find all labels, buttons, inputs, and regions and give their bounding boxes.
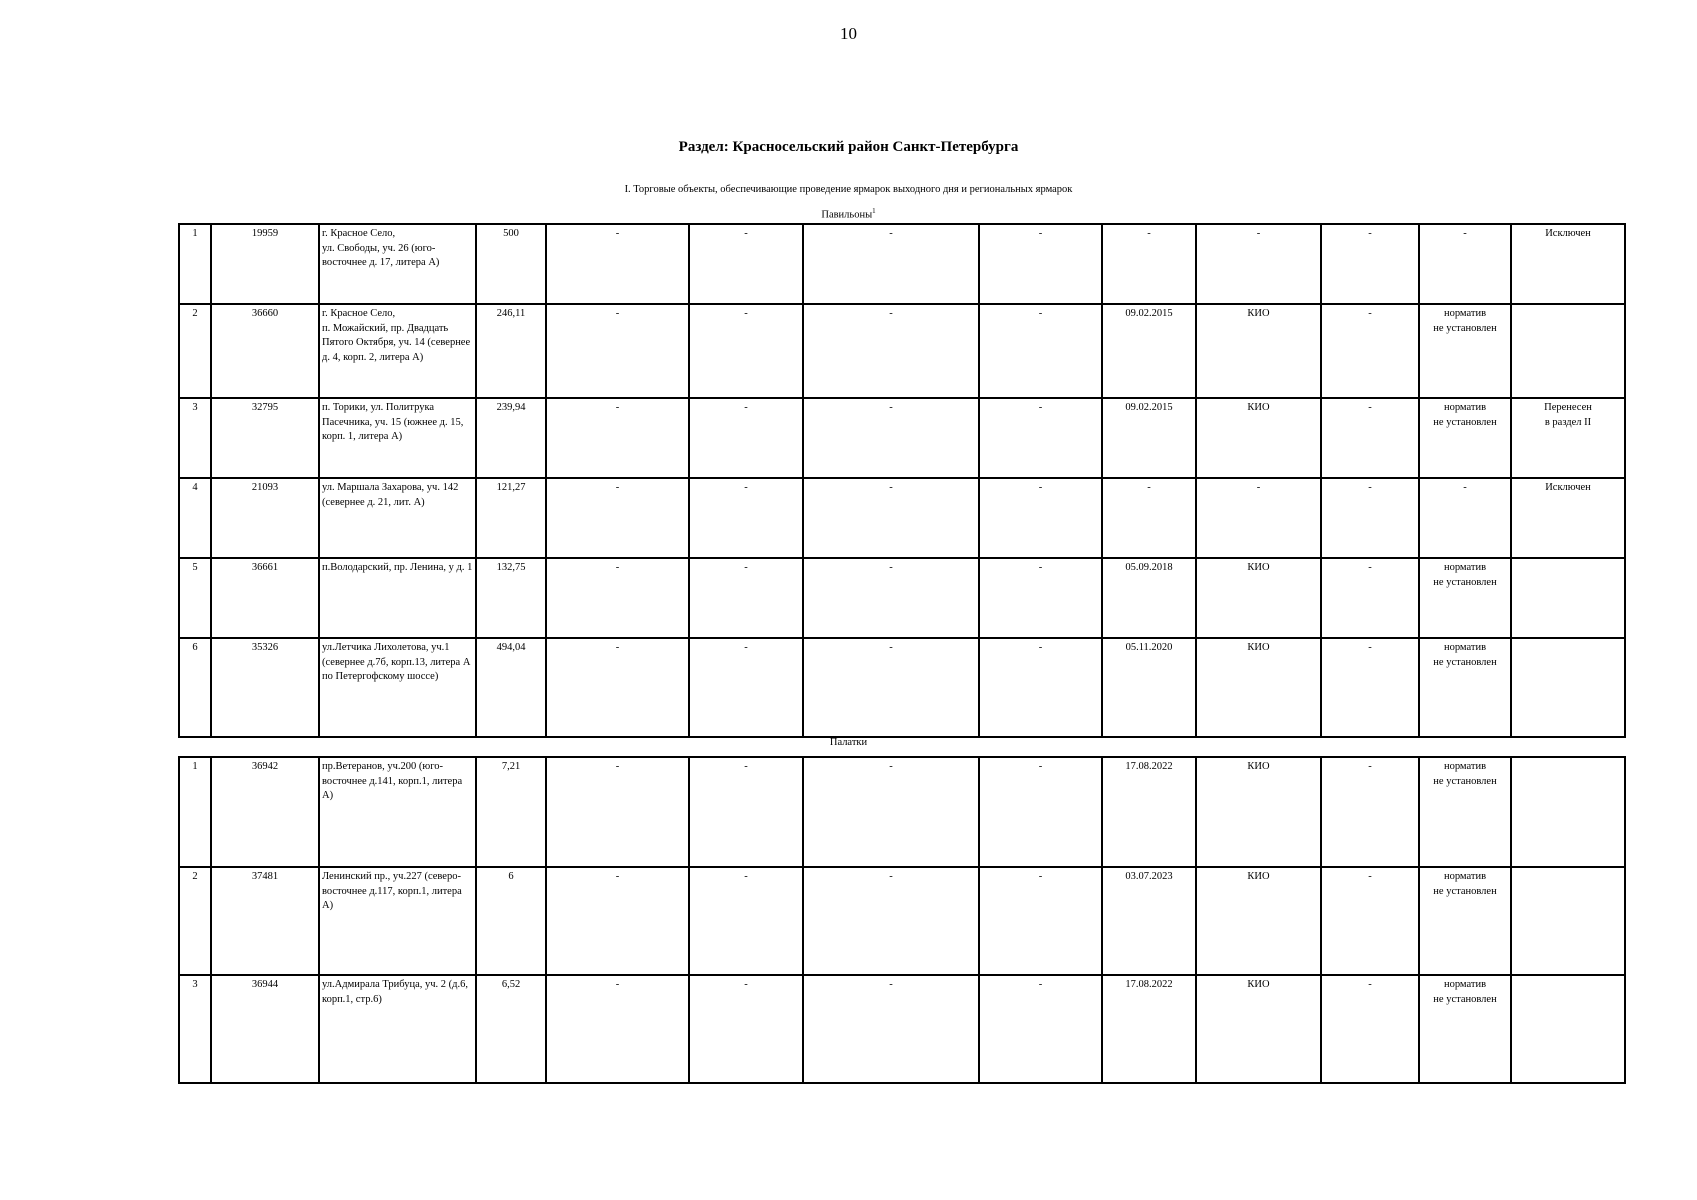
table-row <box>179 757 1625 867</box>
cell-date: 17.08.2022 <box>1102 757 1196 867</box>
cell-organization: КИО <box>1196 638 1321 737</box>
cell-col8: - <box>979 757 1102 867</box>
cell-col5: - <box>546 638 689 737</box>
group-label-tents <box>0 737 1697 748</box>
table-row <box>179 398 1625 478</box>
cell-note: Исключен <box>1511 478 1625 558</box>
cell-date: 03.07.2023 <box>1102 867 1196 975</box>
cell-organization: КИО <box>1196 867 1321 975</box>
cell-organization: КИО <box>1196 304 1321 398</box>
cell-col11: - <box>1321 304 1419 398</box>
cell-organization: - <box>1196 478 1321 558</box>
cell-col5: - <box>546 224 689 304</box>
cell-col8: - <box>979 558 1102 638</box>
table-row <box>179 558 1625 638</box>
cell-address: Ленинский пр., уч.227 (северо-восточнее д.117, корп.1, литера А) <box>319 867 476 975</box>
tents-table-body <box>179 757 1625 1083</box>
cell-object-id: 32795 <box>211 398 319 478</box>
cell-area: 246,11 <box>476 304 546 398</box>
cell-object-id: 36944 <box>211 975 319 1083</box>
cell-col6: - <box>689 867 803 975</box>
group-label-text: Палатки <box>829 737 868 748</box>
table-row <box>179 867 1625 975</box>
cell-col6: - <box>689 478 803 558</box>
cell-col11: - <box>1321 398 1419 478</box>
cell-col6: - <box>689 975 803 1083</box>
cell-col7: - <box>803 558 979 638</box>
cell-note <box>1511 304 1625 398</box>
cell-area: 6 <box>476 867 546 975</box>
cell-row-number: 4 <box>179 478 211 558</box>
cell-standard: - <box>1419 478 1511 558</box>
pavilions-table <box>178 223 1626 738</box>
cell-col5: - <box>546 558 689 638</box>
cell-row-number: 5 <box>179 558 211 638</box>
cell-object-id: 36942 <box>211 757 319 867</box>
cell-note: Перенесен в раздел II <box>1511 398 1625 478</box>
cell-standard: норматив не установлен <box>1419 558 1511 638</box>
cell-area: 500 <box>476 224 546 304</box>
cell-col6: - <box>689 757 803 867</box>
cell-col5: - <box>546 304 689 398</box>
cell-note: Исключен <box>1511 224 1625 304</box>
cell-standard: норматив не установлен <box>1419 638 1511 737</box>
cell-object-id: 19959 <box>211 224 319 304</box>
section-title: Раздел: Красносельский район Санкт-Петербурга <box>678 139 1019 155</box>
cell-address: г. Красное Село, п. Можайский, пр. Двадцать Пятого Октября, уч. 14 (севернее д. 4, корп. 2, литера А) <box>319 304 476 398</box>
tents-table <box>178 756 1626 1084</box>
cell-col11: - <box>1321 638 1419 737</box>
cell-note <box>1511 558 1625 638</box>
cell-col5: - <box>546 478 689 558</box>
table-row <box>179 478 1625 558</box>
cell-col11: - <box>1321 757 1419 867</box>
cell-col5: - <box>546 398 689 478</box>
cell-col8: - <box>979 304 1102 398</box>
pavilions-table-body <box>179 224 1625 737</box>
cell-row-number: 1 <box>179 224 211 304</box>
cell-standard: норматив не установлен <box>1419 757 1511 867</box>
cell-standard: - <box>1419 224 1511 304</box>
cell-col11: - <box>1321 867 1419 975</box>
cell-col7: - <box>803 304 979 398</box>
cell-date: 17.08.2022 <box>1102 975 1196 1083</box>
cell-area: 6,52 <box>476 975 546 1083</box>
cell-address: п. Торики, ул. Политрука Пасечника, уч. 15 (южнее д. 15, корп. 1, литера А) <box>319 398 476 478</box>
cell-col5: - <box>546 867 689 975</box>
cell-date: - <box>1102 224 1196 304</box>
subtitle: I. Торговые объекты, обеспечивающие проведение ярмарок выходного дня и региональных ярмарок <box>624 184 1073 195</box>
cell-area: 132,75 <box>476 558 546 638</box>
cell-organization: КИО <box>1196 757 1321 867</box>
cell-organization: КИО <box>1196 975 1321 1083</box>
cell-area: 239,94 <box>476 398 546 478</box>
cell-object-id: 37481 <box>211 867 319 975</box>
cell-address: п.Володарский, пр. Ленина, у д. 1 <box>319 558 476 638</box>
cell-date: 09.02.2015 <box>1102 304 1196 398</box>
cell-row-number: 2 <box>179 304 211 398</box>
cell-address: ул.Летчика Лихолетова, уч.1 (севернее д.7б, корп.13, литера А по Петергофскому шоссе) <box>319 638 476 737</box>
cell-col8: - <box>979 867 1102 975</box>
cell-standard: норматив не установлен <box>1419 975 1511 1083</box>
cell-standard: норматив не установлен <box>1419 304 1511 398</box>
cell-organization: - <box>1196 224 1321 304</box>
cell-standard: норматив не установлен <box>1419 867 1511 975</box>
cell-col7: - <box>803 867 979 975</box>
cell-note <box>1511 638 1625 737</box>
cell-col6: - <box>689 558 803 638</box>
cell-organization: КИО <box>1196 558 1321 638</box>
cell-address: ул. Маршала Захарова, уч. 142 (севернее д. 21, лит. А) <box>319 478 476 558</box>
table-row <box>179 975 1625 1083</box>
cell-row-number: 6 <box>179 638 211 737</box>
cell-col8: - <box>979 398 1102 478</box>
cell-row-number: 3 <box>179 975 211 1083</box>
cell-col11: - <box>1321 478 1419 558</box>
cell-date: 05.09.2018 <box>1102 558 1196 638</box>
cell-col11: - <box>1321 224 1419 304</box>
cell-col7: - <box>803 975 979 1083</box>
cell-col8: - <box>979 224 1102 304</box>
cell-area: 121,27 <box>476 478 546 558</box>
cell-object-id: 36661 <box>211 558 319 638</box>
cell-area: 7,21 <box>476 757 546 867</box>
cell-organization: КИО <box>1196 398 1321 478</box>
cell-note <box>1511 757 1625 867</box>
cell-col6: - <box>689 224 803 304</box>
table-row <box>179 638 1625 737</box>
cell-row-number: 3 <box>179 398 211 478</box>
cell-standard: норматив не установлен <box>1419 398 1511 478</box>
cell-note <box>1511 975 1625 1083</box>
cell-date: 09.02.2015 <box>1102 398 1196 478</box>
cell-col5: - <box>546 757 689 867</box>
cell-address: ул.Адмирала Трибуца, уч. 2 (д.6, корп.1, стр.6) <box>319 975 476 1083</box>
cell-address: пр.Ветеранов, уч.200 (юго-восточнее д.141, корп.1, литера А) <box>319 757 476 867</box>
cell-note <box>1511 867 1625 975</box>
cell-col8: - <box>979 975 1102 1083</box>
page-number: 10 <box>840 24 857 43</box>
cell-col6: - <box>689 304 803 398</box>
cell-area: 494,04 <box>476 638 546 737</box>
table-row <box>179 224 1625 304</box>
cell-col8: - <box>979 638 1102 737</box>
cell-col11: - <box>1321 975 1419 1083</box>
footnote-mark: 1 <box>872 207 876 215</box>
group-label-text: Павильоны <box>821 209 873 221</box>
cell-col6: - <box>689 638 803 737</box>
cell-object-id: 36660 <box>211 304 319 398</box>
cell-address: г. Красное Село, ул. Свободы, уч. 26 (юго-восточнее д. 17, литера А) <box>319 224 476 304</box>
cell-col6: - <box>689 398 803 478</box>
cell-col7: - <box>803 757 979 867</box>
cell-object-id: 21093 <box>211 478 319 558</box>
cell-object-id: 35326 <box>211 638 319 737</box>
group-label-pavilions <box>0 207 1697 221</box>
cell-date: 05.11.2020 <box>1102 638 1196 737</box>
cell-date: - <box>1102 478 1196 558</box>
cell-col8: - <box>979 478 1102 558</box>
cell-col11: - <box>1321 558 1419 638</box>
cell-row-number: 2 <box>179 867 211 975</box>
cell-col7: - <box>803 398 979 478</box>
cell-row-number: 1 <box>179 757 211 867</box>
cell-col7: - <box>803 638 979 737</box>
table-row <box>179 304 1625 398</box>
cell-col7: - <box>803 478 979 558</box>
cell-col5: - <box>546 975 689 1083</box>
cell-col7: - <box>803 224 979 304</box>
